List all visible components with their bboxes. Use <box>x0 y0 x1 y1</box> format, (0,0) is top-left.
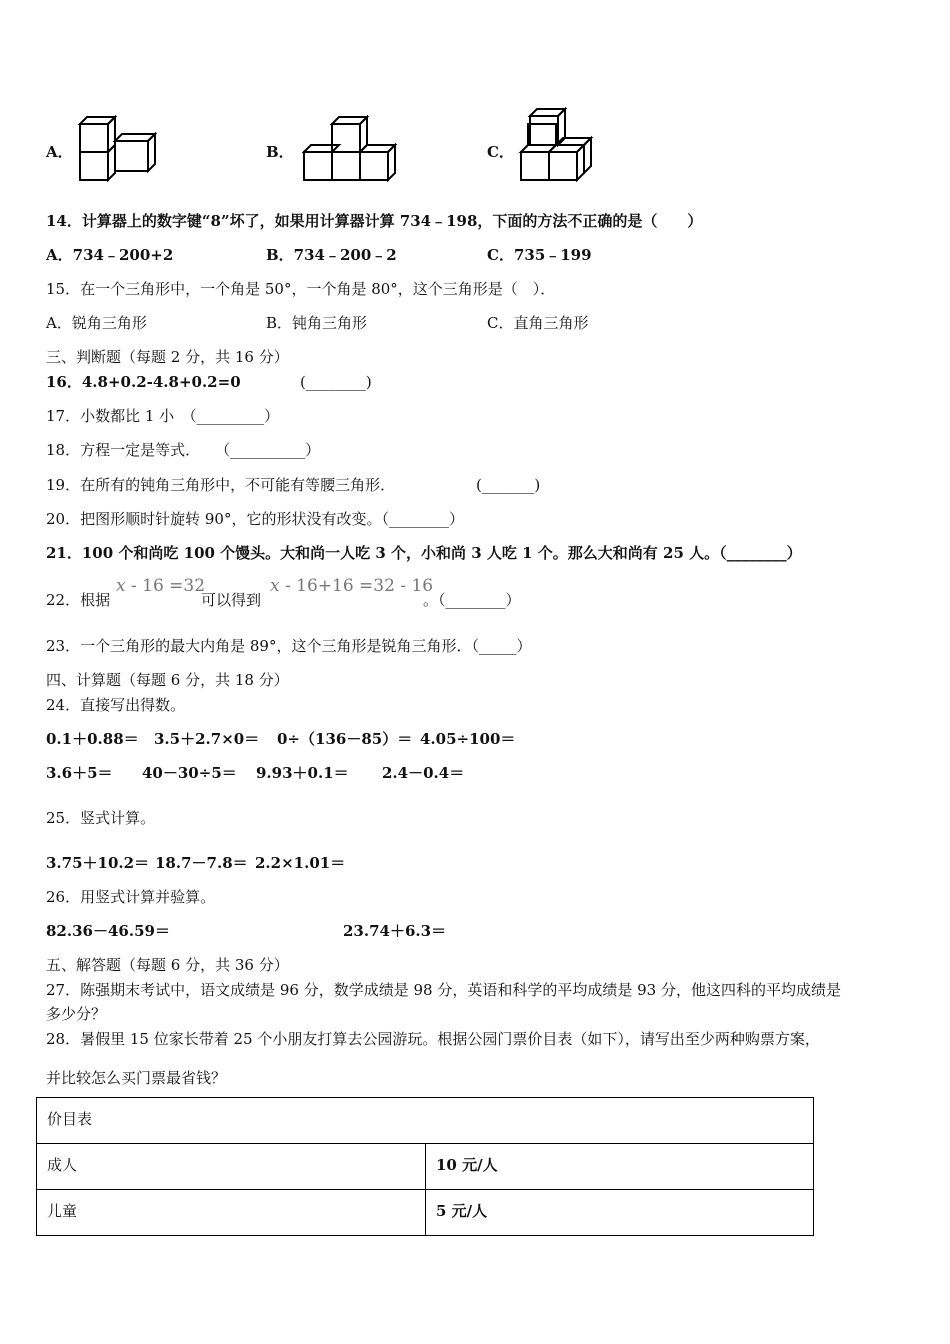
q26-item: 23.74＋6.3＝ <box>343 922 447 940</box>
price-table-label: 儿童 <box>37 1190 426 1236</box>
q26-item: 82.36－46.59＝ <box>46 922 170 940</box>
price-table-price: 5 元/人 <box>426 1190 814 1236</box>
q14-stem: 14．计算器上的数字键“8”坏了，如果用计算器计算 734﹣198，下面的方法不正确的是（ ） <box>46 212 703 230</box>
q15-stem: 15．在一个三角形中，一个角是 50°，一个角是 80°，这个三角形是（ ）． <box>46 280 556 298</box>
q28-line-1: 28．暑假里 15 位家长带着 25 个小朋友打算去公园游玩。根据公园门票价目表（如下），请写出至少两种购票方案， <box>46 1030 820 1048</box>
q16-blank: (________) <box>300 373 372 391</box>
cube-figure-a <box>75 114 157 186</box>
q15-option-b: B．钝角三角形 <box>266 314 368 332</box>
cube-figure-c <box>517 104 599 186</box>
q22-eq2-variable: x <box>270 576 280 596</box>
q25-item: 2.2×1.01＝ <box>255 854 346 872</box>
q14-option-b: B．734﹣200﹣2 <box>266 246 397 264</box>
q24-item: 9.93＋0.1＝ <box>256 764 349 782</box>
q24-item: 0.1＋0.88＝ <box>46 730 139 748</box>
q22-eq1-rest: - 16 =32 <box>125 576 206 596</box>
q19-blank: (_______) <box>476 476 541 494</box>
option-a-label: A． <box>46 143 73 161</box>
q28-line-2: 并比较怎么买门票最省钱？ <box>46 1069 227 1087</box>
cube-figure-b <box>300 114 400 186</box>
q22-suffix: 。（________） <box>423 591 521 609</box>
q20-text: 20．把图形顺时针旋转 90°，它的形状没有改变。（________） <box>46 510 464 528</box>
section-5-heading: 五、解答题（每题 6 分，共 36 分） <box>46 956 289 974</box>
q22-eq2-rest: - 16+16 =32 - 16 <box>279 576 434 596</box>
q27-line-2: 多少分？ <box>46 1005 107 1023</box>
q21-text: 21．100 个和尚吃 100 个馒头。大和尚一人吃 3 个，小和尚 3 人吃 1 个。那么大和尚有 25 人。（________） <box>46 544 802 562</box>
q23-text: 23．一个三角形的最大内角是 89°，这个三角形是锐角三角形．（_____） <box>46 637 532 655</box>
q24-item: 2.4－0.4＝ <box>382 764 465 782</box>
q18-text: 18．方程一定是等式． （__________） <box>46 441 321 459</box>
q25-stem: 25．竖式计算。 <box>46 809 156 827</box>
q22-eq1-variable: x <box>116 576 126 596</box>
table-row <box>37 1190 814 1236</box>
q24-item: 4.05÷100＝ <box>420 730 516 748</box>
q26-stem: 26．用竖式计算并验算。 <box>46 888 216 906</box>
q22-prefix: 22．根据 <box>46 591 111 609</box>
price-table-price: 10 元/人 <box>426 1144 814 1190</box>
q25-item: 3.75＋10.2＝ <box>46 854 150 872</box>
q22-equation-2 <box>270 576 433 596</box>
q24-item: 40－30÷5＝ <box>142 764 237 782</box>
q15-option-c: C．直角三角形 <box>487 314 589 332</box>
q17-text: 17．小数都比 1 小 （_________） <box>46 407 280 425</box>
q27-line-1: 27．陈强期末考试中，语文成绩是 96 分，数学成绩是 98 分，英语和科学的平均成绩是 93 分，他这四科的平均成绩是 <box>46 981 841 999</box>
section-4-heading: 四、计算题（每题 6 分，共 18 分） <box>46 671 289 689</box>
q24-item: 3.5＋2.7×0＝ <box>154 730 260 748</box>
q15-option-a: A．锐角三角形 <box>46 314 147 332</box>
q24-item: 0÷（136－85）＝ <box>277 730 413 748</box>
price-table-title: 价目表 <box>37 1098 814 1144</box>
table-row <box>37 1144 814 1190</box>
q22-equation-1 <box>116 576 205 596</box>
q14-option-a: A．734﹣200+2 <box>46 246 174 264</box>
q14-option-c: C．735﹣199 <box>487 246 592 264</box>
option-c-label: C． <box>487 143 514 161</box>
q25-item: 18.7－7.8＝ <box>155 854 248 872</box>
q24-item: 3.6＋5＝ <box>46 764 113 782</box>
q16-text: 16．4.8+0.2-4.8+0.2=0 <box>46 373 241 391</box>
q19-text: 19．在所有的钝角三角形中，不可能有等腰三角形． <box>46 476 396 494</box>
price-table <box>36 1097 814 1236</box>
q24-stem: 24．直接写出得数。 <box>46 696 186 714</box>
section-3-heading: 三、判断题（每题 2 分，共 16 分） <box>46 348 289 366</box>
q22-middle: 可以得到 <box>201 591 262 609</box>
option-b-label: B． <box>266 143 294 161</box>
table-row <box>37 1098 814 1144</box>
price-table-label: 成人 <box>37 1144 426 1190</box>
